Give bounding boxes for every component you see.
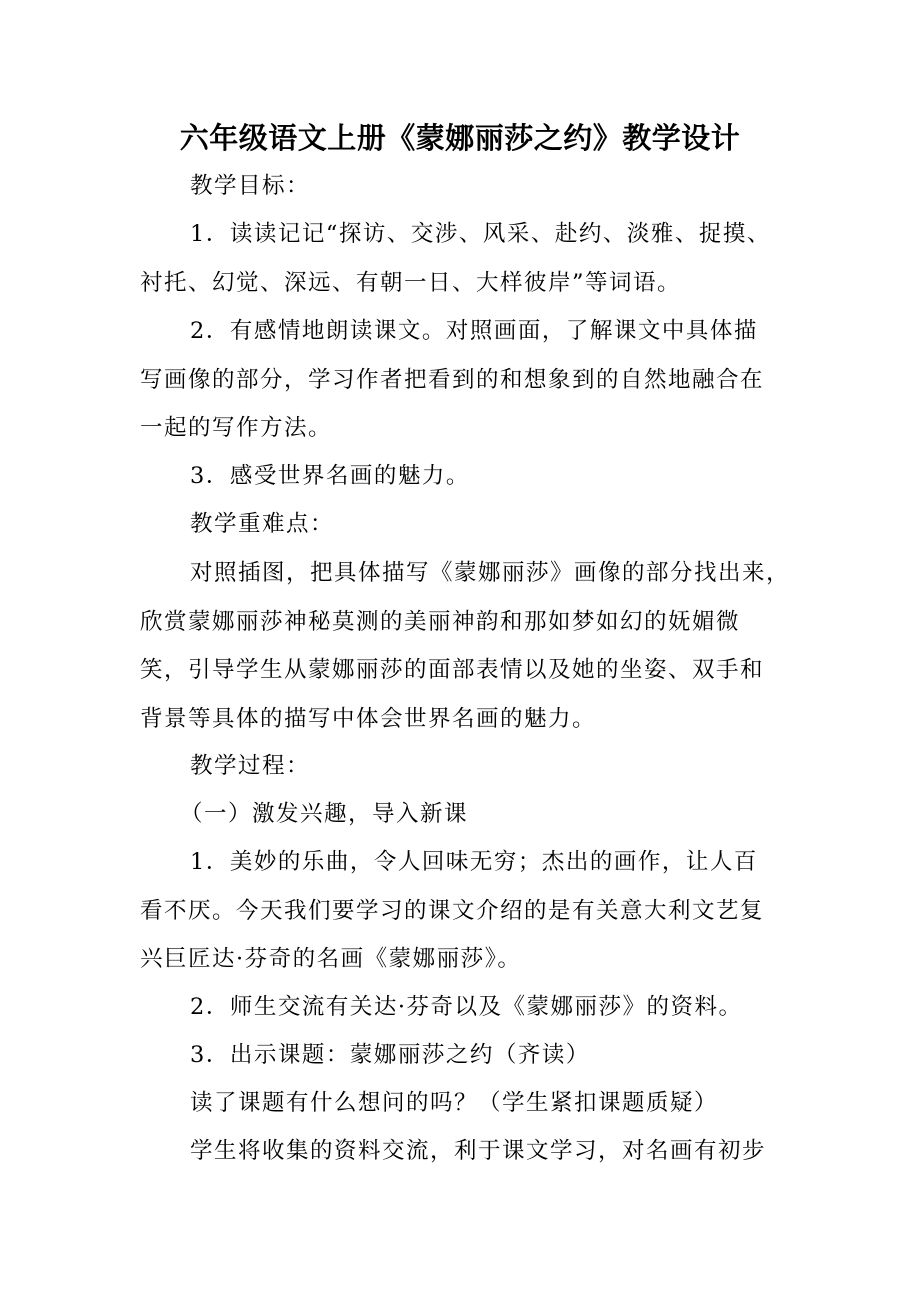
- part-1-heading: [140, 790, 790, 839]
- goal-2: [140, 307, 790, 453]
- step-3: [140, 1031, 790, 1080]
- key-points-line: 笑，引导学生从蒙娜丽莎的面部表情以及她的坐姿、双手和: [140, 657, 765, 683]
- process-heading: [140, 742, 790, 791]
- goal-3: [140, 452, 790, 501]
- step-1-line: 看不厌。今天我们要学习的课文介绍的是有关意大利文艺复: [140, 897, 765, 924]
- question-line: [140, 1079, 790, 1128]
- key-points-line: 对照插图，把具体描写《蒙娜丽莎》画像的部分找出来，: [190, 560, 791, 586]
- key-points-line: 背景等具体的描写中体会世界名画的魅力。: [140, 705, 597, 732]
- goals-heading-text: 教学目标：: [190, 173, 311, 199]
- process-heading-text: 教学过程：: [190, 753, 311, 779]
- part-1-heading-text: （一）激发兴趣，导入新课: [180, 801, 469, 827]
- key-points-heading: [140, 500, 790, 549]
- step-3-line: 3．出示课题：蒙娜丽莎之约（齐读）: [190, 1042, 590, 1068]
- step-1-line: 1．美妙的乐曲，令人回味无穷；杰出的画作，让人百: [190, 849, 758, 875]
- goal-2-line: 2．有感情地朗读课文。对照画面，了解课文中具体描: [190, 318, 758, 344]
- question-text: 读了课题有什么想问的吗？（学生紧扣课题质疑）: [190, 1090, 719, 1116]
- final-line-text: 学生将收集的资料交流，利于课文学习，对名画有初步: [190, 1138, 767, 1164]
- goals-heading: [140, 162, 790, 211]
- key-points-heading-text: 教学重难点：: [190, 511, 335, 537]
- final-line: [140, 1127, 790, 1176]
- goal-1-line: 1．读读记记“探访、交涉、风采、赴约、淡雅、捉摸、: [190, 221, 771, 247]
- step-2-line: 2．师生交流有关达·芬奇以及《蒙娜丽莎》的资料。: [190, 994, 743, 1020]
- step-1: [140, 838, 790, 984]
- key-points-line: 欣赏蒙娜丽莎神秘莫测的美丽神韵和那如梦如幻的妩媚微: [140, 608, 741, 635]
- step-1-line: 兴巨匠达·芬奇的名画《蒙娜丽莎》。: [140, 946, 522, 972]
- key-points-text: [140, 549, 790, 743]
- goal-2-line: 写画像的部分，学习作者把看到的和想象到的自然地融合在: [140, 366, 765, 393]
- document-title: 六年级语文上册《蒙娜丽莎之约》教学设计: [179, 121, 741, 155]
- step-2: [140, 983, 790, 1032]
- goal-2-line: 一起的写作方法。: [140, 415, 333, 441]
- goal-3-line: 3．感受世界名画的魅力。: [190, 463, 470, 489]
- goal-1-line: 衬托、幻觉、深远、有朝一日、大样彼岸”等词语。: [140, 269, 682, 296]
- goal-1: [140, 210, 790, 307]
